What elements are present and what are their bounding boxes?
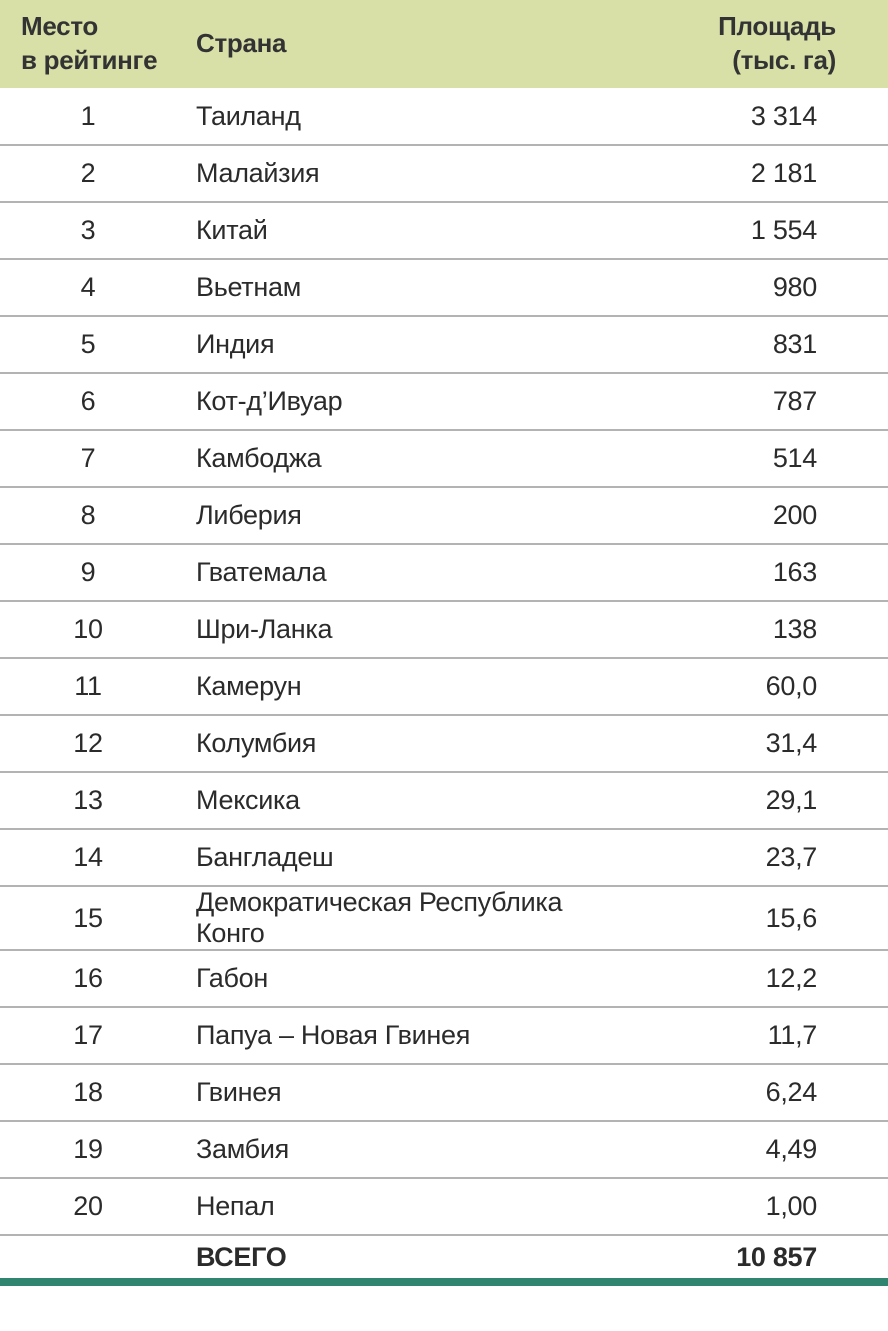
rank-cell: 13	[0, 772, 176, 829]
total-spacer-cell	[0, 1235, 176, 1282]
country-cell: Либерия	[176, 487, 626, 544]
table-row	[0, 772, 888, 829]
area-cell: 138	[626, 601, 888, 658]
area-cell: 12,2	[626, 950, 888, 1007]
rank-cell: 19	[0, 1121, 176, 1178]
table-row	[0, 1121, 888, 1178]
area-cell: 29,1	[626, 772, 888, 829]
rank-cell: 10	[0, 601, 176, 658]
country-cell: Колумбия	[176, 715, 626, 772]
column-header-area-line2: (тыс. га)	[732, 45, 836, 75]
area-cell: 163	[626, 544, 888, 601]
country-cell: Вьетнам	[176, 259, 626, 316]
area-cell: 11,7	[626, 1007, 888, 1064]
table-row	[0, 145, 888, 202]
column-header-rank-line2: в рейтинге	[21, 45, 158, 75]
area-cell: 23,7	[626, 829, 888, 886]
total-value-cell: 10 857	[626, 1235, 888, 1282]
rank-cell: 4	[0, 259, 176, 316]
rank-cell: 14	[0, 829, 176, 886]
area-cell: 15,6	[626, 886, 888, 950]
table-row	[0, 487, 888, 544]
country-cell: Мексика	[176, 772, 626, 829]
rank-cell: 11	[0, 658, 176, 715]
column-header-country: Страна	[176, 0, 626, 88]
country-cell: Бангладеш	[176, 829, 626, 886]
area-cell: 514	[626, 430, 888, 487]
total-row	[0, 1235, 888, 1282]
country-cell: Демократическая Республика Конго	[176, 886, 626, 950]
table-body	[0, 88, 888, 1235]
table-row	[0, 1178, 888, 1235]
area-cell: 3 314	[626, 88, 888, 145]
rank-cell: 15	[0, 886, 176, 950]
table-row	[0, 430, 888, 487]
table-row	[0, 715, 888, 772]
country-cell: Гвинея	[176, 1064, 626, 1121]
country-cell: Замбия	[176, 1121, 626, 1178]
area-cell: 200	[626, 487, 888, 544]
column-header-rank	[0, 0, 176, 88]
column-header-rank-line1: Место	[21, 11, 99, 42]
rank-cell: 2	[0, 145, 176, 202]
table-row	[0, 829, 888, 886]
country-cell: Гватемала	[176, 544, 626, 601]
table-row	[0, 1007, 888, 1064]
country-cell: Габон	[176, 950, 626, 1007]
table-row	[0, 601, 888, 658]
table-row	[0, 88, 888, 145]
area-cell: 1 554	[626, 202, 888, 259]
table-row	[0, 202, 888, 259]
area-cell: 980	[626, 259, 888, 316]
country-cell: Камбоджа	[176, 430, 626, 487]
header-row	[0, 0, 888, 88]
country-cell: Непал	[176, 1178, 626, 1235]
area-cell: 1,00	[626, 1178, 888, 1235]
total-label-cell: ВСЕГО	[176, 1235, 626, 1282]
rank-cell: 9	[0, 544, 176, 601]
table-row	[0, 658, 888, 715]
area-cell: 831	[626, 316, 888, 373]
area-cell: 6,24	[626, 1064, 888, 1121]
table-row	[0, 316, 888, 373]
country-cell: Кот-д’Ивуар	[176, 373, 626, 430]
rank-cell: 18	[0, 1064, 176, 1121]
area-cell: 2 181	[626, 145, 888, 202]
area-cell: 787	[626, 373, 888, 430]
country-cell: Таиланд	[176, 88, 626, 145]
country-cell: Малайзия	[176, 145, 626, 202]
rank-cell: 1	[0, 88, 176, 145]
country-cell: Камерун	[176, 658, 626, 715]
table-row	[0, 1064, 888, 1121]
rank-cell: 3	[0, 202, 176, 259]
country-cell: Китай	[176, 202, 626, 259]
rank-cell: 5	[0, 316, 176, 373]
table-row	[0, 886, 888, 950]
area-cell: 60,0	[626, 658, 888, 715]
table-row	[0, 950, 888, 1007]
column-header-area-line1: Площадь	[718, 11, 836, 42]
rank-cell: 6	[0, 373, 176, 430]
rank-cell: 16	[0, 950, 176, 1007]
rank-cell: 8	[0, 487, 176, 544]
area-cell: 4,49	[626, 1121, 888, 1178]
country-cell: Индия	[176, 316, 626, 373]
column-header-area	[626, 0, 888, 88]
table-header	[0, 0, 888, 88]
rank-cell: 12	[0, 715, 176, 772]
area-cell: 31,4	[626, 715, 888, 772]
rank-cell: 17	[0, 1007, 176, 1064]
table-row	[0, 544, 888, 601]
table-row	[0, 259, 888, 316]
country-cell: Папуа – Новая Гвинея	[176, 1007, 626, 1064]
table-footer	[0, 1235, 888, 1282]
rank-cell: 7	[0, 430, 176, 487]
rank-cell: 20	[0, 1178, 176, 1235]
country-cell: Шри-Ланка	[176, 601, 626, 658]
table-row	[0, 373, 888, 430]
